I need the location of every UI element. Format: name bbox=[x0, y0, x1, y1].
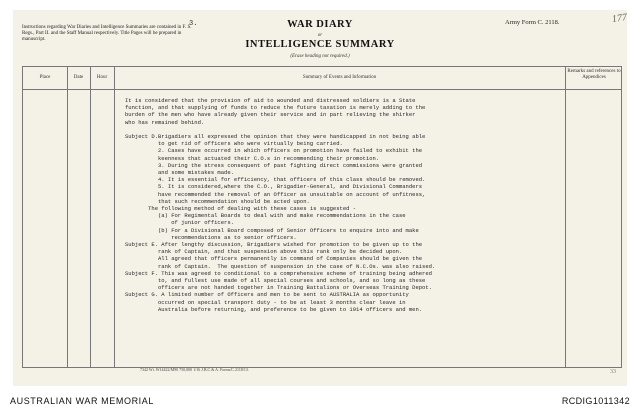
body-line: Subject E. After lengthy discussion, Brigadiers wished for promotion to be given up to the bbox=[125, 241, 423, 249]
body-line: All agreed that officers permanently in command of Companies should be given the bbox=[125, 255, 423, 263]
army-form-number: Army Form C. 2118. bbox=[505, 19, 560, 26]
title-or: or bbox=[317, 33, 323, 38]
body-line: occurred on special transport duty - to be at least 3 months clear leave in bbox=[125, 298, 406, 306]
body-line: 3. During the stress consequent of past fighting direct commissions were granted bbox=[125, 161, 423, 169]
page-mark: 33 bbox=[610, 369, 616, 375]
body-line: of junior officers. bbox=[125, 219, 234, 227]
archive-record-id: RCDIG1011342 bbox=[561, 396, 630, 406]
body-line: have recommended the removal of an Officer as unsuitable on account of unfitness, bbox=[125, 190, 426, 198]
body-line: and some mistakes made. bbox=[125, 169, 234, 177]
body-line bbox=[125, 126, 565, 133]
erase-note: (Erase heading not required.) bbox=[290, 54, 350, 59]
body-line: 4. It is essential for efficiency, that officers of this class should be removed. bbox=[125, 176, 426, 184]
body-line: function, and that supplying of funds to reduce the future taxation is merely adding to the bbox=[125, 104, 426, 112]
column-header-remarks: Remarks and references to Appendices bbox=[567, 69, 621, 80]
body-line: Subject D.Brigadiers all expressed the opinion that they were handicapped in not being able bbox=[125, 133, 426, 141]
body-line: keenness that actuated their C.O.s in recommending their promotion. bbox=[125, 154, 380, 162]
body-line: rank of Captain. The question of suspension in the case of N.C.Os. was also raised. bbox=[125, 262, 436, 270]
body-line: officers are not handed together in Training Battalions or Overseas Training Depot. bbox=[125, 284, 432, 292]
body-line: Subject G. A limited number of Officers and men to be sent to AUSTRALIA as opportunity bbox=[125, 291, 409, 299]
body-line: Subject F. This was agreed to conditional to a comprehensive scheme of training being adhered bbox=[125, 269, 432, 277]
handwritten-folio-number: 177 bbox=[611, 12, 628, 25]
body-line: burden of the men who have already given their service and in part relieving the shirker bbox=[125, 111, 416, 119]
form-title: WAR DIARY bbox=[287, 19, 353, 30]
diary-body-text bbox=[125, 97, 565, 313]
column-divider bbox=[90, 67, 91, 367]
body-line: rank of Captain, and that suspension above this rank only be decided upon. bbox=[125, 248, 403, 256]
column-header-date: Date bbox=[73, 75, 84, 80]
body-line: (b) For a Divisional Board composed of Senior Officers to enquire into and make bbox=[125, 226, 419, 234]
column-header-place: Place bbox=[39, 75, 51, 80]
body-line: Australia before returning, and preference to be given to 1914 officers and men. bbox=[125, 305, 423, 313]
column-divider bbox=[114, 67, 115, 367]
header-divider bbox=[23, 89, 621, 90]
body-line: 2. Cases have occurred in which officers on promotion have failed to exhibit the bbox=[125, 147, 423, 155]
body-line: The following method of dealing with these cases is suggested - bbox=[125, 205, 357, 213]
body-line: (a) For Regimental Boards to deal with and make recommendations in the case bbox=[125, 212, 406, 220]
archive-credit: AUSTRALIAN WAR MEMORIAL bbox=[10, 396, 154, 406]
column-header-hour: Hour bbox=[96, 75, 108, 80]
body-line: who has remained behind. bbox=[125, 118, 205, 126]
body-line: recommendations as to senior officers. bbox=[125, 233, 297, 241]
column-divider bbox=[565, 67, 566, 367]
page-number: 3. bbox=[189, 20, 198, 28]
column-divider bbox=[67, 67, 68, 367]
body-line: It is considered that the provision of aid to wounded and distressed soldiers is a State bbox=[125, 97, 416, 104]
body-line: to, and fullest use made of all special courses and schools, and so long as these bbox=[125, 277, 426, 285]
body-line: that such recommendation should be acted upon. bbox=[125, 197, 310, 205]
instructions-note: Instructions regarding War Diaries and Intelligence Summaries are contained in F. S. Regs., Part II. and the Staff Manual respectively. Title Pages will be prepared in manuscript. bbox=[22, 25, 192, 42]
printer-footer: 7342 Wt. W14422/M90 750,000 1/16 J.B.C.& A. Forms/C.2118/13. bbox=[140, 367, 249, 372]
column-header-summary: Summary of Events and Information bbox=[302, 75, 377, 80]
body-line: to get rid of officers who were virtually being carried. bbox=[125, 140, 343, 148]
form-subtitle: INTELLIGENCE SUMMARY bbox=[245, 39, 395, 50]
body-line: 5. It is considered,where the C.O., Brigadier-General, and Divisional Commanders bbox=[125, 183, 423, 191]
